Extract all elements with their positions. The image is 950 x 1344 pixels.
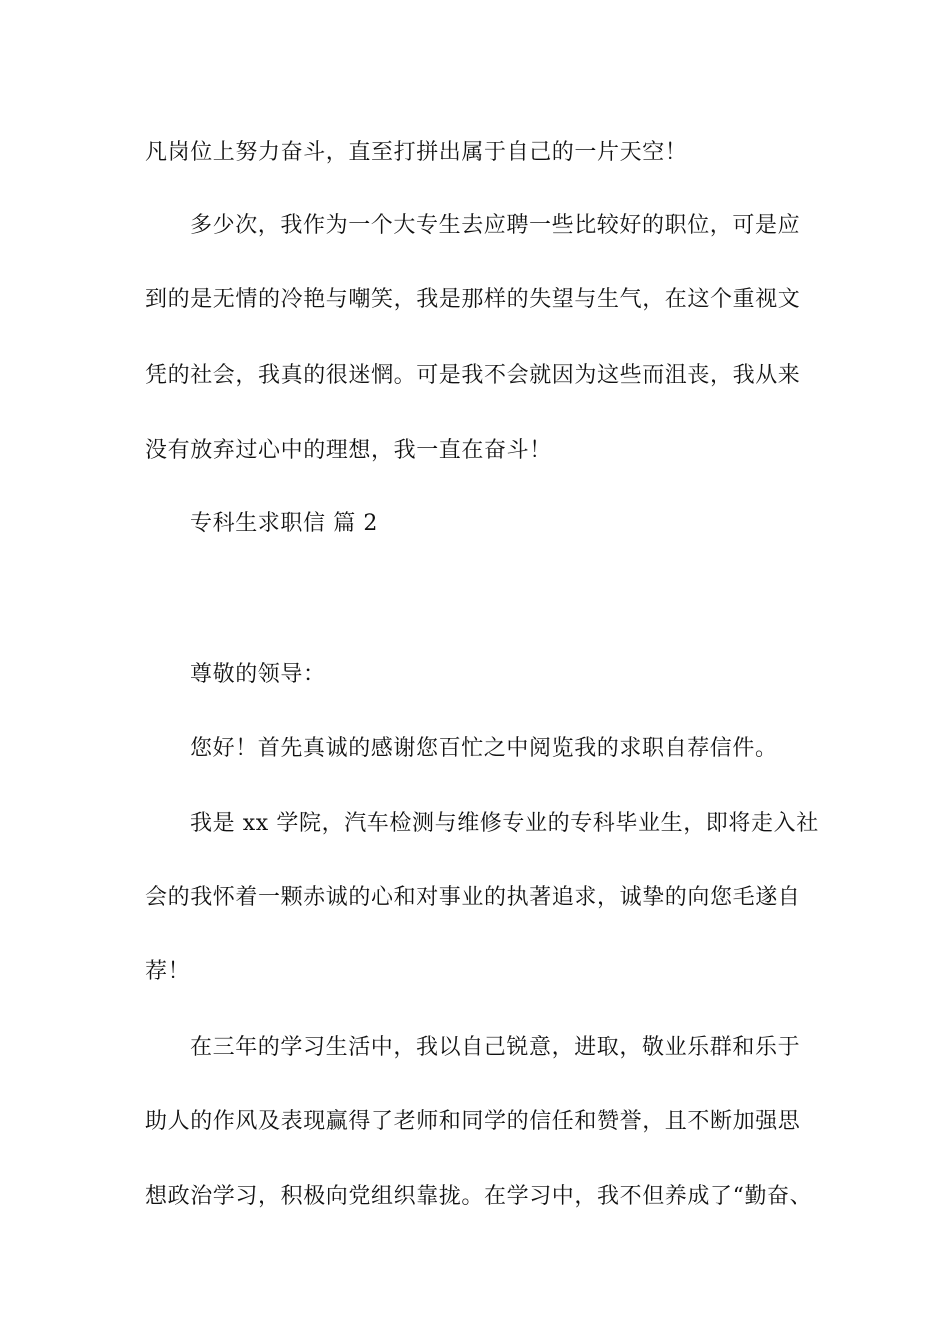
text-line: 荐！ xyxy=(145,959,191,984)
salutation: 尊敬的领导： xyxy=(190,662,326,687)
section-heading: 专科生求职信 篇 2 xyxy=(190,511,378,536)
text-line: 凡岗位上努力奋斗，直至打拼出属于自己的一片天空！ xyxy=(145,140,688,165)
text-line: 会的我怀着一颗赤诚的心和对事业的执著追求，诚挚的向您毛遂自 xyxy=(145,885,801,910)
text-line: 助人的作风及表现赢得了老师和同学的信任和赞誉，且不断加强思 xyxy=(145,1109,801,1134)
text-line: 想政治学习，积极向党组织靠拢。在学习中，我不但养成了“勤奋、 xyxy=(145,1184,813,1209)
paragraph-start-line: 您好！首先真诚的感谢您百忙之中阅览我的求职自荐信件。 xyxy=(190,736,778,761)
paragraph-start-line: 多少次，我作为一个大专生去应聘一些比较好的职位，可是应 xyxy=(190,213,801,238)
text-line: 凭的社会，我真的很迷惘。可是我不会就因为这些而沮丧，我从来 xyxy=(145,363,801,388)
paragraph-start-line: 在三年的学习生活中，我以自己锐意，进取，敬业乐群和乐于 xyxy=(190,1035,801,1060)
paragraph-start-line: 我是 xx 学院，汽车检测与维修专业的专科毕业生，即将走入社 xyxy=(190,811,819,836)
text-line: 没有放弃过心中的理想，我一直在奋斗！ xyxy=(145,438,552,463)
text-line: 到的是无情的冷艳与嘲笑，我是那样的失望与生气，在这个重视文 xyxy=(145,287,801,312)
